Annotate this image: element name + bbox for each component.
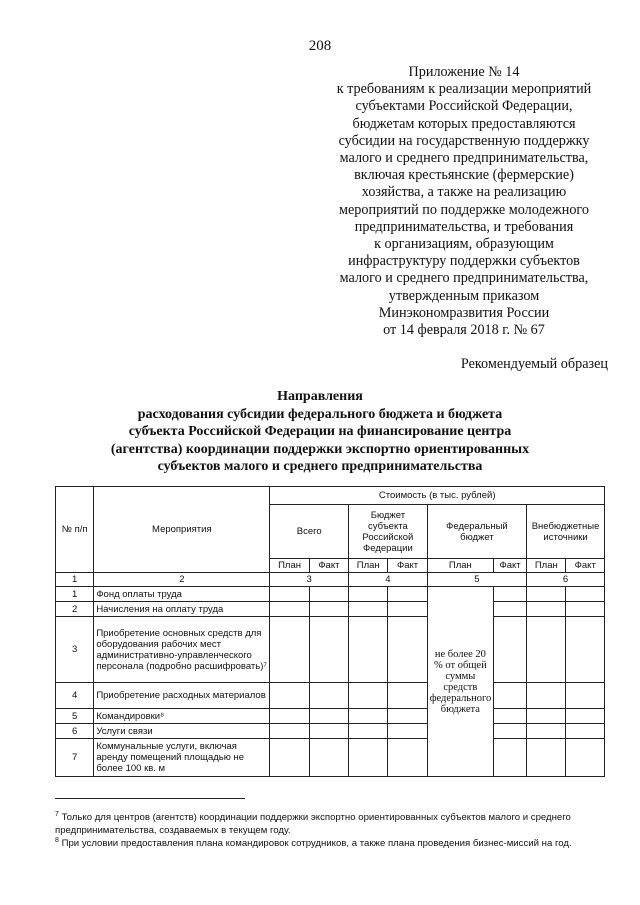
cell [349, 739, 388, 777]
cell [309, 587, 348, 602]
cell [566, 617, 605, 683]
table-row [56, 602, 605, 617]
row-number: 7 [56, 739, 94, 777]
cell [494, 739, 527, 777]
cell [270, 617, 309, 683]
title-line: расходования субсидии федерального бюджета и бюджета [137, 406, 503, 422]
appendix-block [318, 64, 610, 339]
appendix-line: к организациям, образующим [374, 236, 554, 253]
row-number: 1 [56, 587, 94, 602]
cell [527, 739, 566, 777]
cell [309, 602, 348, 617]
column-number: 5 [427, 573, 526, 587]
cell [527, 587, 566, 602]
document-title [0, 388, 640, 476]
appendix-line: малого и среднего предпринимательства, [339, 270, 589, 287]
row-label: Приобретение расходных материалов [94, 683, 270, 709]
appendix-line: инфраструктуру поддержки субъектов [348, 253, 580, 270]
cell [349, 617, 388, 683]
table-row [56, 617, 605, 683]
appendix-line: Приложение № 14 [408, 64, 520, 80]
cell [527, 724, 566, 739]
appendix-line: субсидии на государственную поддержку [338, 132, 590, 149]
footnote-separator [55, 798, 245, 799]
cell [527, 709, 566, 724]
row-number: 6 [56, 724, 94, 739]
footnote-text: При условии предоставления плана командировок сотрудников, а также плана проведения бизнес-миссий на год. [58, 838, 572, 850]
cell [527, 602, 566, 617]
cell [527, 617, 566, 683]
table-row [56, 709, 605, 724]
cell [494, 709, 527, 724]
cell [494, 724, 527, 739]
header-cost: Стоимость (в тыс. рублей) [270, 487, 605, 505]
row-label: Приобретение основных средств для оборудования рабочих мест административно-управленческого персонала (подробно расшифровать)⁷ [94, 617, 270, 683]
row-number: 3 [56, 617, 94, 683]
row-label: Услуги связи [94, 724, 270, 739]
header-fact: Факт [566, 559, 605, 573]
appendix-line: к требованиям к реализации мероприятий [336, 81, 592, 98]
column-number: 2 [94, 573, 270, 587]
title-line: Направления [277, 389, 363, 404]
row-label: Начисления на оплату труда [94, 602, 270, 617]
cell [494, 602, 527, 617]
row-number: 4 [56, 683, 94, 709]
table-row [56, 724, 605, 739]
title-line: (агентства) координации поддержки экспортно ориентированных [110, 441, 530, 457]
cell [527, 683, 566, 709]
column-number: 1 [56, 573, 94, 587]
row-label: Командировки⁸ [94, 709, 270, 724]
header-fact: Факт [388, 559, 427, 573]
appendix-line: мероприятий по поддержке молодежного [339, 201, 589, 218]
cell [309, 739, 348, 777]
cell [566, 739, 605, 777]
federal-share-note: не более 20 % от общей суммы средств федерального бюджета [427, 587, 493, 777]
page-number: 208 [308, 38, 332, 54]
footnote-mark: 7 [55, 811, 59, 818]
expenditure-table [55, 486, 605, 777]
cell [566, 724, 605, 739]
cell [270, 739, 309, 777]
cell [388, 683, 427, 709]
column-number: 4 [349, 573, 428, 587]
table-row [56, 587, 605, 602]
header-activity: Мероприятия [94, 487, 270, 573]
column-number: 3 [270, 573, 349, 587]
footnote-7 [55, 808, 605, 837]
appendix-line: предпринимательства, и требования [354, 218, 574, 235]
row-label: Фонд оплаты труда [94, 587, 270, 602]
cell [388, 709, 427, 724]
cell [494, 683, 527, 709]
header-total: Всего [270, 505, 349, 559]
cell [349, 709, 388, 724]
header-plan: План [527, 559, 566, 573]
appendix-line: включая крестьянские (фермерские) [354, 167, 574, 184]
cell [388, 739, 427, 777]
cell [309, 683, 348, 709]
appendix-line: Минэкономразвития России [378, 304, 550, 321]
cell [309, 709, 348, 724]
header-num: № п/п [56, 487, 94, 573]
footnote-8 [55, 834, 605, 850]
header-plan: План [349, 559, 388, 573]
appendix-line: утвержденным приказом [388, 287, 540, 304]
cell [388, 587, 427, 602]
cell [566, 683, 605, 709]
cell [349, 602, 388, 617]
cell [270, 709, 309, 724]
cell [388, 602, 427, 617]
cell [309, 724, 348, 739]
cell [270, 724, 309, 739]
row-number: 5 [56, 709, 94, 724]
title-line: субъектов малого и среднего предпринимательства [157, 459, 483, 474]
row-number: 2 [56, 602, 94, 617]
column-number: 6 [527, 573, 605, 587]
cell [349, 683, 388, 709]
header-federal-budget: Федеральный бюджет [427, 505, 526, 559]
cell [566, 709, 605, 724]
cell [494, 617, 527, 683]
cell [270, 602, 309, 617]
cell [566, 587, 605, 602]
appendix-line: бюджетам которых предоставляются [352, 115, 576, 132]
cell [566, 602, 605, 617]
cell [388, 724, 427, 739]
cell [388, 617, 427, 683]
cell [349, 587, 388, 602]
title-line: субъекта Российской Федерации на финансирование центра [128, 424, 512, 439]
appendix-line: от 14 февраля 2018 г. № 67 [383, 322, 545, 339]
header-extrabudgetary: Внебюджетные источники [527, 505, 605, 559]
table-row [56, 683, 605, 709]
cell [270, 587, 309, 602]
sample-label: Рекомендуемый образец [460, 356, 608, 372]
cell [270, 683, 309, 709]
row-label: Коммунальные услуги, включая аренду помещений площадью не более 100 кв. м [94, 739, 270, 777]
header-regional-budget: Бюджет субъекта Российской Федерации [349, 505, 428, 559]
appendix-line: малого и среднего предпринимательства, [339, 150, 589, 167]
header-fact: Факт [309, 559, 348, 573]
footnote-text: Только для центров (агентств) координации поддержки экспортно ориентированных субъектов малого и среднего предпринимательства, создаваемых в текущем году. [55, 812, 571, 837]
cell [349, 724, 388, 739]
header-fact: Факт [494, 559, 527, 573]
header-plan: План [427, 559, 493, 573]
header-plan: План [270, 559, 309, 573]
cell [309, 617, 348, 683]
table-row [56, 739, 605, 777]
cell [494, 587, 527, 602]
appendix-line: хозяйства, а также на реализацию [361, 184, 567, 201]
appendix-line: субъектами Российской Федерации, [355, 98, 573, 115]
footnote-mark: 8 [55, 837, 59, 844]
